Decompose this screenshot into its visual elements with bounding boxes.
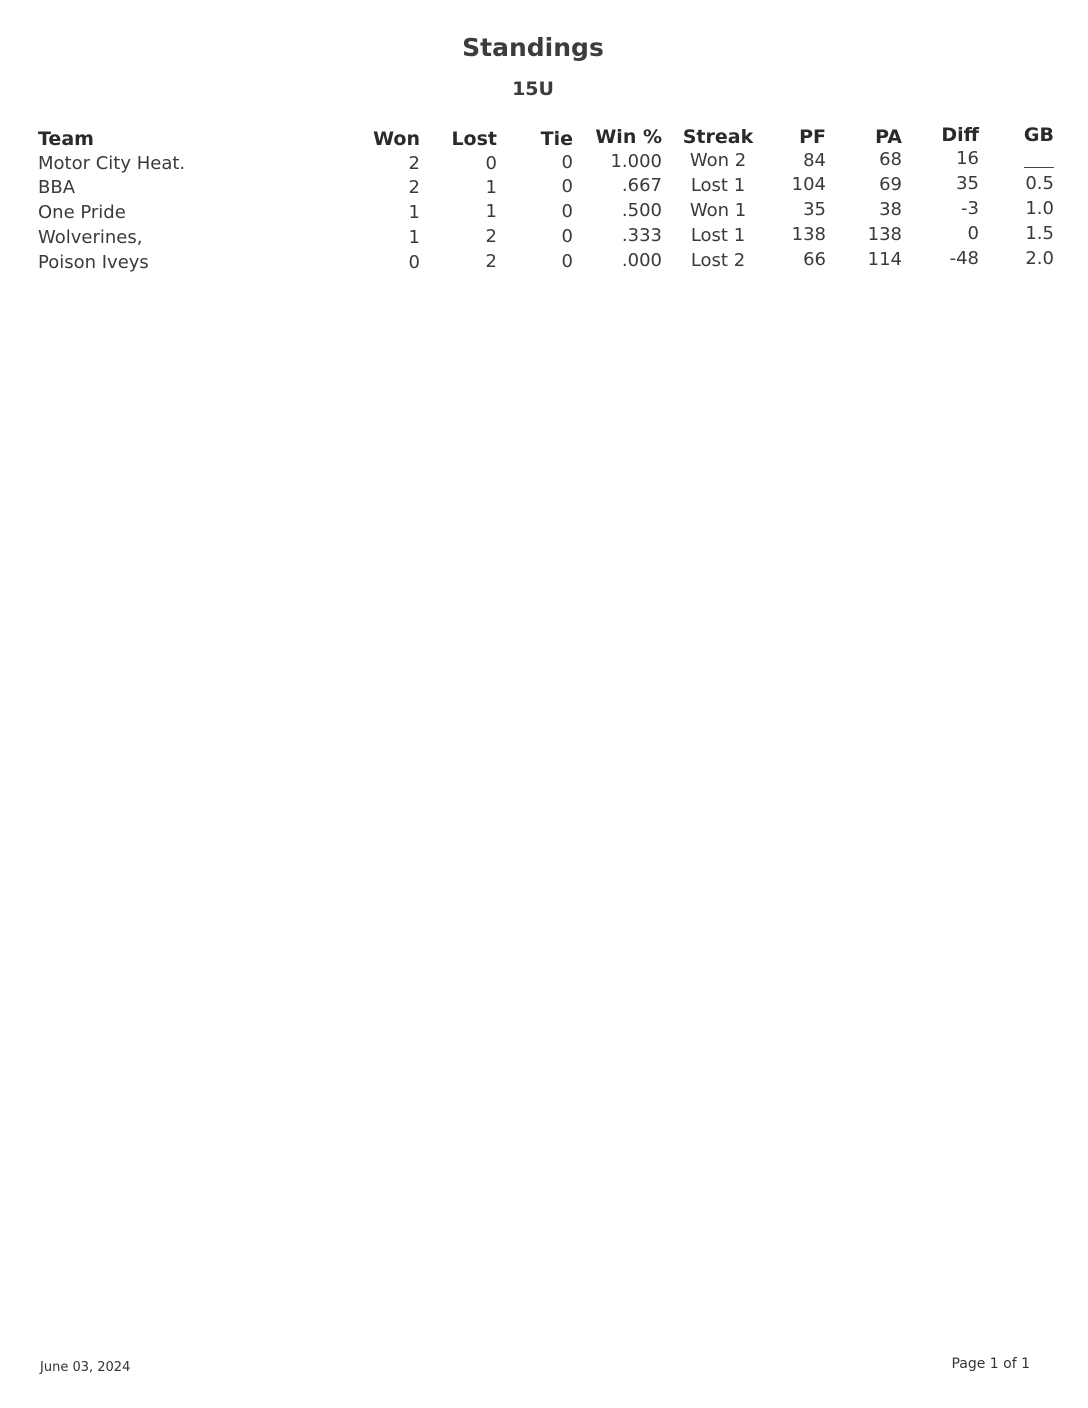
header-gb: GB (1023, 124, 1054, 146)
won-cell: 0 (408, 252, 420, 273)
winpct-cell: .333 (621, 225, 662, 246)
gb-cell: 1.0 (1025, 198, 1054, 219)
winpct-cell: .000 (621, 250, 662, 271)
gb-cell: 2.0 (1025, 248, 1054, 269)
tie-cell: 0 (561, 201, 573, 222)
team-name: One Pride (38, 202, 126, 223)
streak-cell: Won 2 (689, 150, 747, 171)
pf-cell: 66 (803, 249, 826, 270)
pa-cell: 138 (867, 224, 902, 245)
pf-cell: 138 (791, 224, 826, 245)
division-subtitle: 15U (512, 78, 554, 100)
page-number: Page 1 of 1 (951, 1356, 1030, 1372)
diff-cell: -3 (961, 198, 979, 219)
header-tie: Tie (540, 128, 573, 150)
won-cell: 1 (408, 227, 420, 248)
streak-cell: Lost 1 (690, 175, 746, 196)
header-winpct: Win % (595, 126, 662, 148)
header-pf: PF (799, 126, 826, 148)
tie-cell: 0 (561, 251, 573, 272)
team-name: Wolverines, (38, 227, 143, 248)
header-team: Team (38, 128, 94, 150)
won-cell: 1 (408, 202, 420, 223)
header-streak: Streak (682, 126, 754, 148)
won-cell: 2 (408, 153, 420, 174)
tie-cell: 0 (561, 176, 573, 197)
gb-cell: 0.5 (1025, 173, 1054, 194)
pa-cell: 114 (867, 249, 902, 270)
header-won: Won (373, 128, 420, 150)
lost-cell: 2 (485, 251, 497, 272)
header-lost: Lost (451, 128, 497, 150)
tie-cell: 0 (561, 226, 573, 247)
diff-cell: 35 (956, 173, 979, 194)
diff-cell: -48 (949, 248, 979, 269)
header-diff: Diff (941, 124, 979, 146)
pa-cell: 69 (879, 174, 902, 195)
diff-cell: 0 (967, 223, 979, 244)
team-name: Poison Iveys (38, 252, 149, 273)
gb-leader-dash (1024, 167, 1054, 168)
winpct-cell: .500 (621, 200, 662, 221)
streak-cell: Lost 2 (690, 250, 746, 271)
streak-cell: Won 1 (689, 200, 747, 221)
pf-cell: 84 (803, 150, 826, 171)
tie-cell: 0 (561, 152, 573, 173)
page-title: Standings (462, 33, 604, 62)
report-date: June 03, 2024 (40, 1360, 131, 1375)
team-name: BBA (38, 177, 76, 198)
team-name: Motor City Heat. (38, 153, 186, 174)
lost-cell: 0 (485, 153, 497, 174)
lost-cell: 1 (485, 177, 497, 198)
pf-cell: 35 (803, 199, 826, 220)
winpct-cell: .667 (621, 175, 662, 196)
pa-cell: 68 (879, 149, 902, 170)
lost-cell: 2 (485, 226, 497, 247)
winpct-cell: 1.000 (610, 151, 662, 172)
lost-cell: 1 (485, 201, 497, 222)
pa-cell: 38 (879, 199, 902, 220)
won-cell: 2 (408, 177, 420, 198)
streak-cell: Lost 1 (690, 225, 746, 246)
pf-cell: 104 (791, 174, 826, 195)
gb-cell: 1.5 (1025, 223, 1054, 244)
header-pa: PA (875, 126, 902, 148)
diff-cell: 16 (956, 148, 979, 169)
